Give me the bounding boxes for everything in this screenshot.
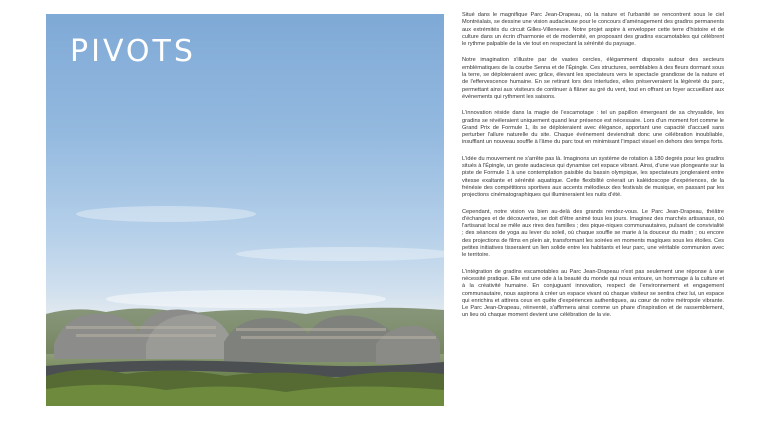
paragraph-daily-life: Cependant, notre vision va bien au-delà des grands rendez-vous. Le Parc Jean-Drapeau, théâtre d'échanges et de découvertes, se doit d'être animé tous les jours. Imaginez des marchés artisanaux, où l'artisanat local se mêle aux rires des familles ; des pique-niques communautaires, pulsant de convivialité ; des séances de yoga au lever du soleil, où chaque souffle se marie à la douceur du matin ; ou encore des projections de films en plein air, transformant les soirées en moments magiques sous les étoiles. Ces petites initiatives tisseraient un lien solide entre les habitants et leur parc, une véritable communion avec le territoire. bbox=[462, 208, 724, 259]
hero-rendering-image bbox=[46, 14, 444, 406]
description-text-column bbox=[462, 12, 724, 329]
grandstand-rendering bbox=[46, 14, 444, 406]
paragraph-conclusion: L'intégration de gradins escamotables au Parc Jean-Drapeau n'est pas seulement une réponse à une nécessité pratique. Elle est une ode à la beauté du monde qui nous entoure, un hommage à la culture et à la créativité humaine. En conjuguant innovation, respect de l'environnement et engagement communautaire, nous aspirons à créer un espace vivant où chaque visiteur se sentira chez lui, un espace qui enrichira et attirera ceux en quête d'expériences authentiques, au cœur de notre métropole vibrante. Le Parc Jean-Drapeau, réinventé, s'affirmera ainsi comme un phare d'inspiration et de rassemblement, un lieu où chaque moment devient une célébration de la vie. bbox=[462, 268, 724, 319]
paragraph-circles: Notre imagination s'illustre par de vastes cercles, élégamment disposés autour des secteurs emblématiques de la courbe Senna et de l'Épingle. Ces structures, semblables à des fleurs dormant sous la terre, se déploieraient avec grâce, élevant les spectateurs vers le spectacle grandiose de la nature et de l'effervescence humaine. En se retirant lors des interludes, elles préserveraient la légèreté du parc, permettant ainsi aux visiteurs de continuer à flâner au gré du vent, tout en offrant un foyer accueillant aux événements qui rythment les saisons. bbox=[462, 57, 724, 100]
paragraph-rotation: L'idée du mouvement ne s'arrête pas là. Imaginons un système de rotation à 180 degrés pour les gradins situés à l'Épingle, un geste audacieux qui dynamise cet espace vibrant. Ainsi, d'une vue plongeante sur la piste de Formule 1 à une contemplation paisible du bassin olympique, les spectateurs jongleraient entre vitesse exaltante et sérénité aquatique. Cette flexibilité créerait un kaléidoscope d'expériences, de la frénésie des compétitions sportives aux accents mélodieux des festivals de musique, en passant par les projections cinématographiques qui illumineraient les nuits d'été. bbox=[462, 155, 724, 199]
paragraph-intro: Situé dans le magnifique Parc Jean-Drapeau, où la nature et l'urbanité se rencontrent sous le ciel Montréalais, se dessine une vision audacieuse pour le concours d'aménagement des gradins permanents aux extrémités du circuit Gilles-Villeneuve. Notre projet aspire à envelopper cette terre d'histoire et de culture dans un écrin d'harmonie et de modernité, en proposant des gradins escamotables qui célèbrent le rythme palpable de la vie tout en respectant la sérénité du paysage. bbox=[462, 12, 724, 48]
paragraph-innovation: L'innovation réside dans la magie de l'escamotage : tel un papillon émergeant de sa chrysalide, les gradins se révéleraient uniquement quand leur présence est nécessaire. Lors d'un moment fort comme le Grand Prix de Formule 1, ils se déploieraient avec élégance, apportant une capacité d'accueil sans perturber l'allure naturelle du site. Chaque événement deviendrait donc une célébration inoubliable, insufflant un nouveau souffle à l'âme du parc tout en minimisant l'impact visuel en dehors des temps forts. bbox=[462, 110, 724, 146]
project-title: PIVOTS bbox=[70, 34, 196, 69]
